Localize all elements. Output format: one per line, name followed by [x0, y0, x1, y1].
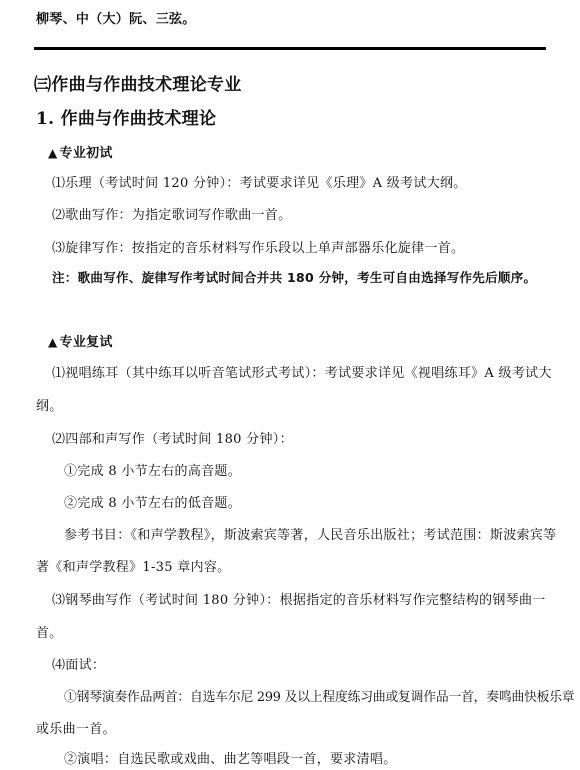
retest-line: ⑶钢琴曲写作（考试时间 180 分钟）：根据指定的音乐材料写作完整结构的钢琴曲一 [52, 593, 546, 608]
retest-line: ②完成 8 小节左右的低音题。 [64, 496, 242, 511]
triangle-marker-icon: ▲ [48, 146, 58, 160]
subsection-title: 1. 作曲与作曲技术理论 [36, 109, 217, 129]
preliminary-note: 注：歌曲写作、旋律写作考试时间合并共 180 分钟，考生可自由选择写作先后顺序。 [52, 270, 537, 285]
retest-line: ⑵四部和声写作（考试时间 180 分钟）： [52, 432, 293, 447]
retest-line: 著《和声学教程》1-35 章内容。 [36, 560, 231, 575]
section-divider [34, 47, 546, 50]
triangle-marker-icon: ▲ [48, 335, 58, 349]
preliminary-item: ⑵歌曲写作：为指定歌词写作歌曲一首。 [52, 208, 292, 223]
preliminary-heading [48, 142, 113, 161]
retest-heading [48, 331, 113, 350]
retest-line: ①钢琴演奏作品两首：自选车尔尼 299 及以上程度练习曲或复调作品一首，奏鸣曲快板乐章 [64, 690, 575, 705]
retest-line: ①完成 8 小节左右的高音题。 [64, 464, 242, 479]
preliminary-item: ⑶旋律写作：按指定的音乐材料写作乐段以上单声部器乐化旋律一首。 [52, 241, 465, 256]
preliminary-item: ⑴乐理（考试时间 120 分钟）：考试要求详见《乐理》A 级考试大纲。 [52, 176, 467, 191]
previous-section-tail: 柳琴、中（大）阮、三弦。 [36, 12, 196, 27]
preliminary-heading-text: 专业初试 [59, 146, 113, 161]
section-title: ㈢作曲与作曲技术理论专业 [34, 75, 242, 95]
retest-line: 或乐曲一首。 [36, 722, 116, 737]
retest-line: ②演唱：自选民歌或戏曲、曲艺等唱段一首，要求清唱。 [64, 752, 397, 767]
retest-heading-text: 专业复试 [59, 335, 113, 350]
retest-line: 首。 [36, 626, 63, 641]
retest-line: 纲。 [36, 399, 63, 414]
retest-line: 参考书目：《和声学教程》，斯波索宾等著，人民音乐出版社；考试范围：斯波索宾等 [64, 528, 557, 543]
retest-line: ⑷面试： [52, 658, 106, 673]
retest-line: ⑴视唱练耳（其中练耳以听音笔试形式考试）：考试要求详见《视唱练耳》A 级考试大 [52, 366, 552, 381]
